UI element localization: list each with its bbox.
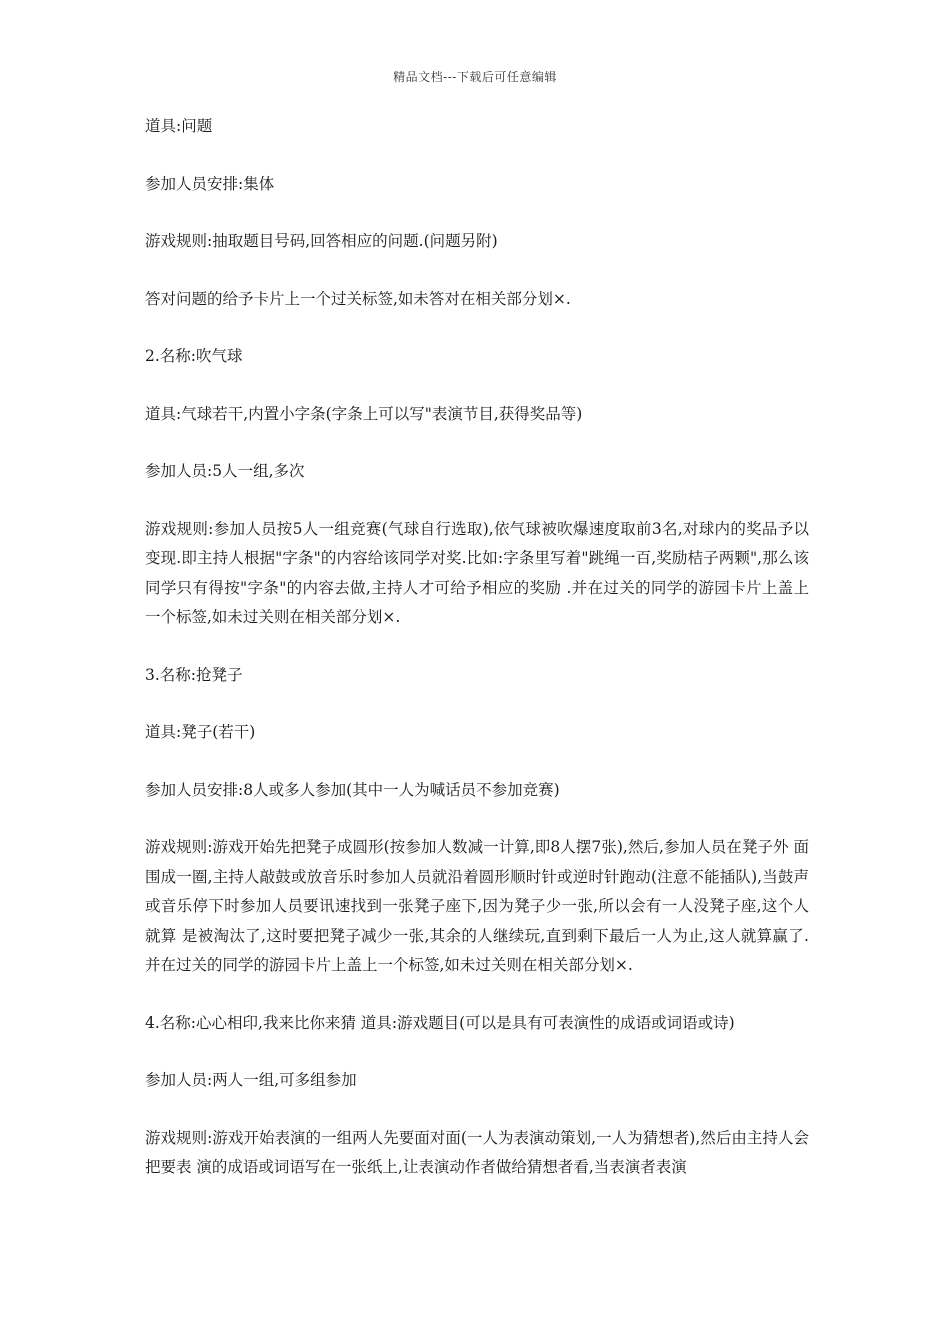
paragraph-game-4-title: 4.名称:心心相印,我来比你来猜 道具:游戏题目(可以是具有可表演性的成语或词语或诗)	[145, 1013, 735, 1032]
paragraph-props-2: 道具:气球若干,内置小字条(字条上可以写"表演节目,获得奖品等)	[145, 404, 583, 423]
paragraph-props-1: 道具:问题	[145, 117, 213, 135]
paragraph-participants-3: 参加人员安排:8人或多人参加(其中一人为喊话员不参加竞赛)	[145, 780, 560, 799]
paragraph-participants-1: 参加人员安排:集体	[145, 174, 275, 193]
paragraph-participants-4: 参加人员:两人一组,可多组参加	[145, 1071, 357, 1089]
paragraph-reward-1: 答对问题的给予卡片上一个过关标签,如未答对在相关部分划×.	[145, 289, 571, 308]
paragraph-game-3-title: 3.名称:抢凳子	[145, 665, 243, 684]
document-body	[145, 112, 809, 1211]
paragraph-rules-1: 游戏规则:抽取题目号码,回答相应的问题.(问题另附)	[145, 232, 498, 250]
page-header: 精品文档---下载后可任意编辑	[393, 70, 557, 84]
paragraph-rules-2: 游戏规则:参加人员按5人一组竞赛(气球自行选取),依气球被吹爆速度取前3名,对球内的奖品予以变现.即主持人根据"字条"的内容给该同学对奖.比如:字条里写着"跳绳一百,奖励桔子两颗",那么该同学只有得按"字条"的内容去做,主持人才可给予相应的奖励 .并在过关的同学的游园卡片上盖上一个标签,如未过关则在相关部分划×.	[145, 519, 809, 626]
paragraph-rules-4: 游戏规则:游戏开始表演的一组两人先要面对面(一人为表演动策划,一人为猜想者),然后由主持人会把要表 演的成语或词语写在一张纸上,让表演动作者做给猜想者看,当表演者表演	[145, 1128, 809, 1176]
paragraph-game-2-title: 2.名称:吹气球	[145, 347, 243, 365]
paragraph-rules-3: 游戏规则:游戏开始先把凳子成圆形(按参加人数减一计算,即8人摆7张),然后,参加人员在凳子外 面围成一圈,主持人敲鼓或放音乐时参加人员就沿着圆形顺时针或逆时针跑动(注意不能插队),当鼓声 或音乐停下时参加人员要讯速找到一张凳子座下,因为凳子少一张,所以会有一人没凳子座,这个人就算 是被淘汰了,这时要把凳子减少一张,其余的人继续玩,直到剩下最后一人为止,这人就算赢了.并在过关的同学的游园卡片上盖上一个标签,如未过关则在相关部分划×.	[145, 838, 809, 974]
paragraph-participants-2: 参加人员:5人一组,多次	[145, 462, 305, 480]
paragraph-props-3: 道具:凳子(若干)	[145, 723, 256, 741]
